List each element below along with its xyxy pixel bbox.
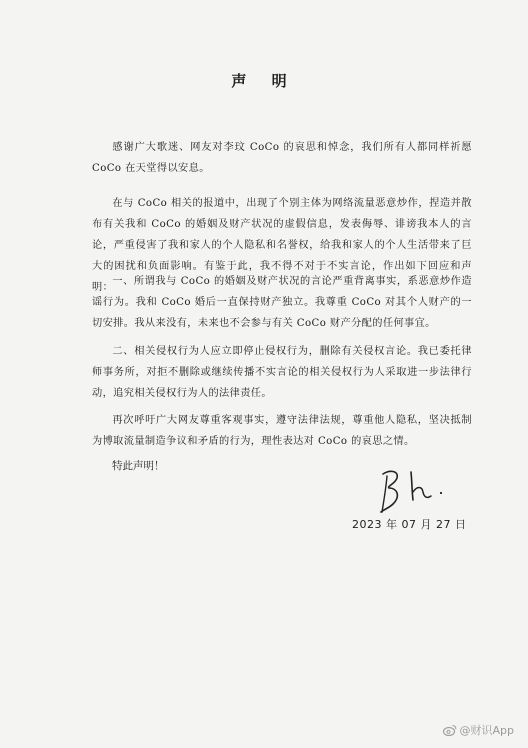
paragraph-text: 在与 CoCo 相关的报道中，出现了个别主体为网络流量恶意炒作，捏造并散布有关我和 CoCo 的婚姻及财产状况的虚假信息，发表侮辱、诽谤我本人的言论，严重侵害了我和家人的个人隐私和名誉权，给我和家人的个人生活带来了巨大的困扰和负面影响。有鉴于此，我不得不对于不实言论，作出如下回应和声明： <box>92 198 472 293</box>
paragraph-appeal <box>92 410 472 452</box>
handwritten-signature <box>375 466 455 516</box>
paragraph-point-two <box>92 341 472 404</box>
paragraph-point-one <box>92 271 472 334</box>
paragraph-thanks <box>92 137 472 179</box>
paragraph-text: 一、所谓我与 CoCo 的婚姻及财产状况的言论严重背离事实，系恶意炒作造谣行为。我和 CoCo 婚后一直保持财产独立。我尊重 CoCo 对其个人财产的一切安排。我从来没有，未来也不会参与有关 CoCo 财产分配的任何事宜。 <box>92 276 472 329</box>
weibo-logo-icon <box>443 724 457 736</box>
watermark-text: @财识App <box>459 724 514 737</box>
closing-line: 特此声明！ <box>112 460 165 472</box>
source-watermark <box>443 722 515 738</box>
paragraph-text: 二、相关侵权行为人应立即停止侵权行为，删除有关侵权言论。我已委托律师事务所，对拒不删除或继续传播不实言论的相关侵权行为人采取进一步法律行动，追究相关侵权行为人的法律责任。 <box>92 346 472 399</box>
paragraph-text: 再次呼吁广大网友尊重客观事实，遵守法律法规，尊重他人隐私，坚决抵制为博取流量制造争议和矛盾的行为，理性表达对 CoCo 的哀思之情。 <box>92 415 472 447</box>
statement-date: 2023 年 07 月 27 日 <box>352 518 467 531</box>
paragraph-text: 感谢广大歌迷、网友对李玟 CoCo 的哀思和悼念，我们所有人都同样祈愿 CoCo 在天堂得以安息。 <box>92 142 472 174</box>
statement-title: 声 明 <box>231 72 297 90</box>
